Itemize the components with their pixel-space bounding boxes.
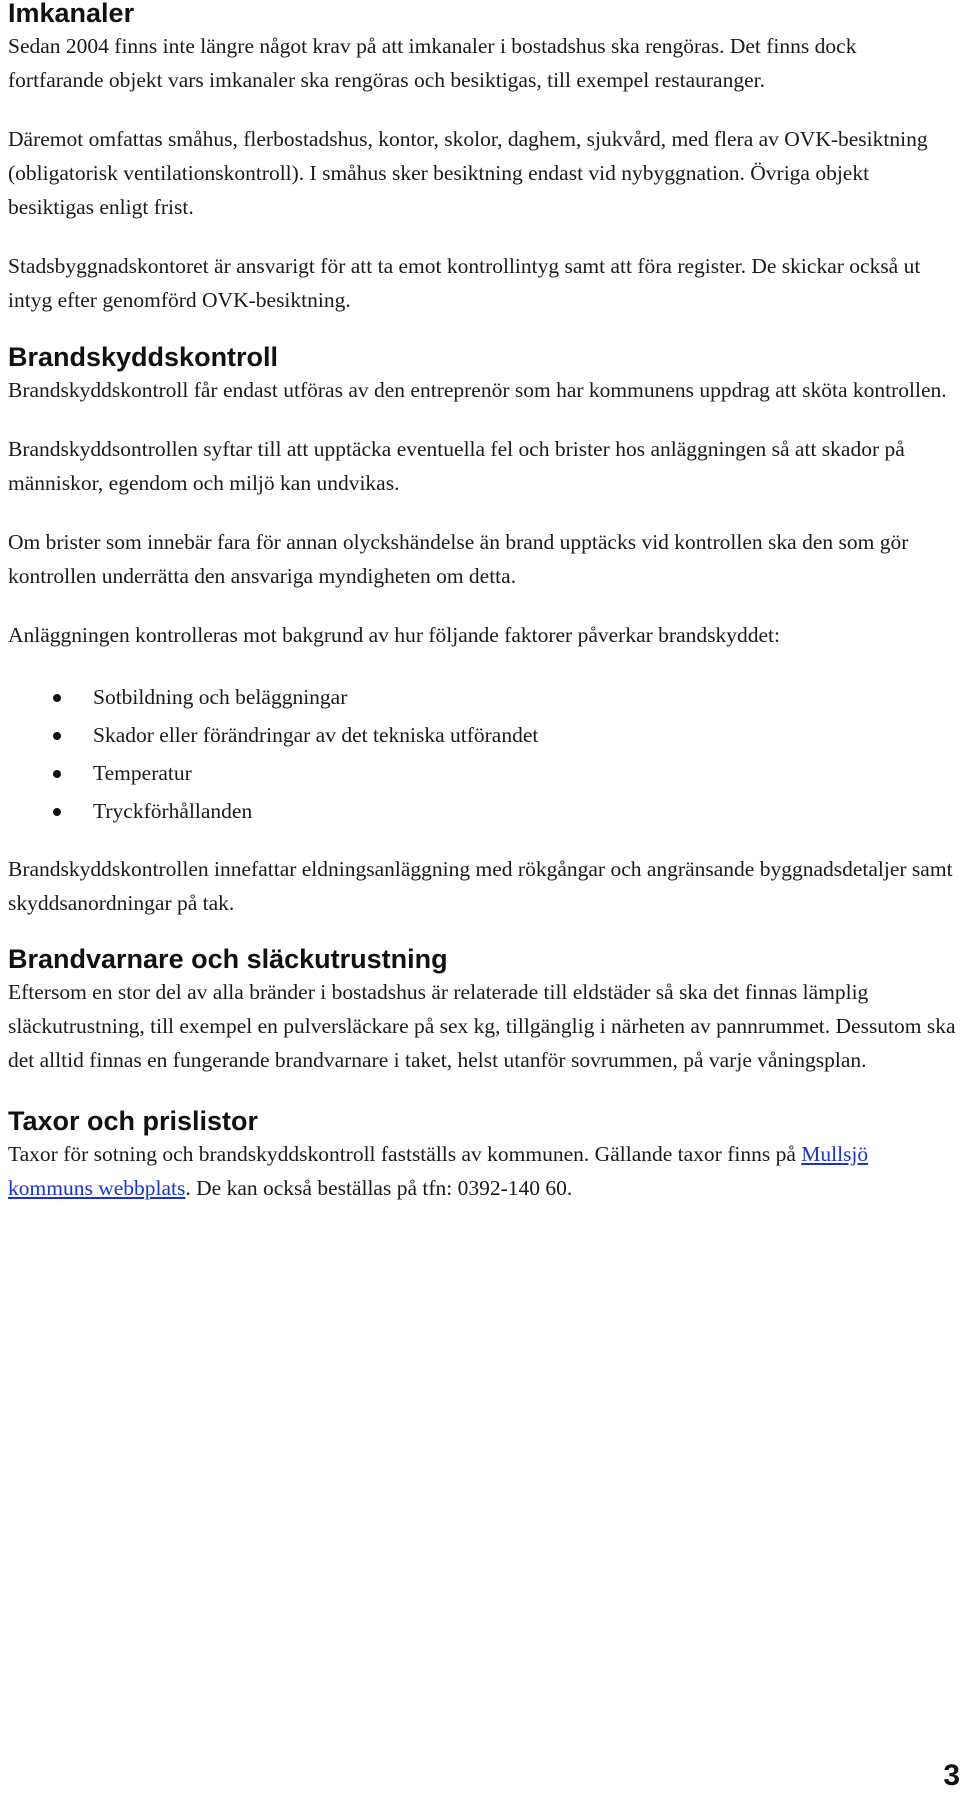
paragraph-imkanaler-2: Däremot omfattas småhus, flerbostadshus, kontor, skolor, daghem, sjukvård, med flera av OVK-besiktning (obligatorisk ventilationskontroll). I småhus sker besiktning endast vid nybyggnation. Övriga objekt besiktigas enligt frist. — [8, 127, 928, 219]
paragraph-brandvarnare-1: Eftersom en stor del av alla bränder i bostadshus är relaterade till eldstäder så ska det finnas lämplig släckutrustning, till exempel en pulversläckare på sex kg, tillgänglig i närheten av pannrummet. Dessutom ska det alltid finnas en fungerande brandvarnare i taket, helst utanför sovrummen, på varje våningsplan. — [8, 980, 956, 1072]
paragraph-brandskydd-2: Brandskyddsontrollen syftar till att upptäcka eventuella fel och brister hos anläggningen så att skador på människor, egendom och miljö kan undvikas. — [8, 437, 905, 495]
page-number: 3 — [943, 1759, 960, 1792]
paragraph-brandskydd-3: Om brister som innebär fara för annan olyckshändelse än brand upptäcks vid kontrollen ska den som gör kontrollen underrätta den ansvariga myndigheten om detta. — [8, 530, 909, 588]
list-item — [8, 792, 956, 830]
document-page — [8, 0, 956, 1205]
heading-taxor: Taxor och prislistor — [8, 1106, 259, 1136]
paragraph-brandskydd-1: Brandskyddskontroll får endast utföras av den entreprenör som har kommunens uppdrag att sköta kontrollen. — [8, 378, 947, 402]
paragraph-imkanaler-1: Sedan 2004 finns inte längre något krav på att imkanaler i bostadshus ska rengöras. Det finns dock fortfarande objekt vars imkanaler ska rengöras och besiktigas, till exempel restauranger. — [8, 34, 857, 92]
municipality-website-link[interactable]: Mullsjö kommuns webbplats — [8, 1142, 869, 1200]
paragraph-brandskydd-5: Brandskyddskontrollen innefattar eldningsanläggning med rökgångar och angränsande byggnadsdetaljer samt skyddsanordningar på tak. — [8, 857, 953, 915]
heading-brandvarnare: Brandvarnare och släckutrustning — [8, 944, 448, 974]
list-item-text: Tryckförhållanden — [93, 799, 253, 823]
list-item-text: Skador eller förändringar av det tekniska utförandet — [93, 723, 539, 747]
paragraph-brandskydd-4: Anläggningen kontrolleras mot bakgrund av hur följande faktorer påverkar brandskyddet: — [8, 623, 780, 647]
taxor-text-after-link: . De kan också beställas på tfn: 0392-140 60. — [185, 1176, 573, 1200]
paragraph-imkanaler-3: Stadsbyggnadskontoret är ansvarigt för att ta emot kontrollintyg samt att föra register. De skickar också ut intyg efter genomförd OVK-besiktning. — [8, 254, 921, 312]
heading-imkanaler: Imkanaler — [8, 0, 135, 28]
bullet-icon — [53, 808, 61, 816]
list-item-text: Sotbildning och beläggningar — [93, 685, 348, 709]
factor-list — [8, 678, 956, 830]
paragraph-taxor-1 — [8, 1137, 956, 1205]
bullet-icon — [53, 732, 61, 740]
list-item-text: Temperatur — [93, 761, 192, 785]
bullet-icon — [53, 694, 61, 702]
bullet-icon — [53, 770, 61, 778]
list-item — [8, 754, 956, 792]
list-item — [8, 716, 956, 754]
heading-brandskyddskontroll: Brandskyddskontroll — [8, 342, 279, 372]
taxor-text-before-link: Taxor för sotning och brandskyddskontroll fastställs av kommunen. Gällande taxor finns på — [8, 1142, 802, 1166]
list-item — [8, 678, 956, 716]
